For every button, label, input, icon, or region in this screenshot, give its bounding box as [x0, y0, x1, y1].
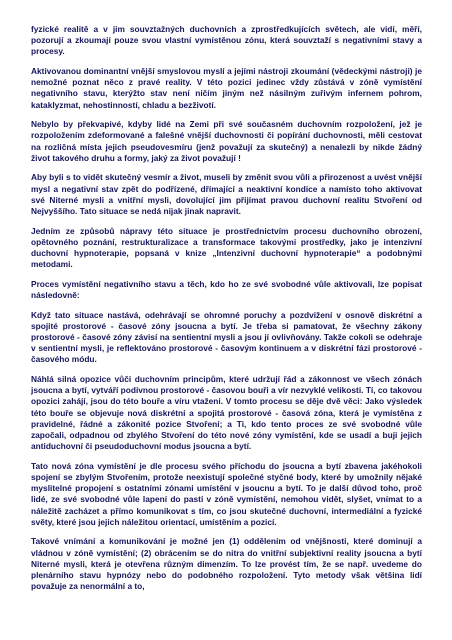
- paragraph-3: Nebylo by překvapivé, kdyby lidé na Zemi při své současném duchovním rozpoložení, jež je rozpoložením zdeformované a falešné vnější duchovnosti či popírání duchovnosti, měli cestovat na rozličná místa jejich pseudovesmíru (jenž považují za skutečný) a nenalezli by nikde žádný život takového druhu a formy, jaký za život považují !: [31, 119, 422, 163]
- paragraph-4: Aby byli s to vidět skutečný vesmír a život, museli by změnit svou vůli a přirozenost a uvést vnější mysl a negativní stav zpět do podřízené, dřímající a neaktivní kondice a namísto toho aktivovat své Niterné mysli a vnitřní mysli, dovolující jim přijímat pravou duchovní realitu Stvoření od Nejvyššího. Tato situace se nedá nijak jinak napravit.: [31, 172, 422, 217]
- paragraph-9: Tato nová zóna vymístění je dle procesu svého příchodu do jsoucna a bytí zbavena jakéhokoli spojení se zbylým Stvořením, protože neexistují společné styčné body, které by umožnily nějaké myslitelné propojení s ostatními zónami umístění v jsoucnu a bytí. To je další důvod toho, proč lidé, ze své svobodné vůle lapení do pasti v zóně vymístění, nemohou vidět, slyšet, vnímat to a náležitě zacházet a přímo komunikovat s tím, co jsou skutečné duchovní, intermediální a fyzické světy, které jsou jejich náležitou orientací, umístěním a pozicí.: [31, 460, 422, 527]
- paragraph-7: Když tato situace nastává, odehrávají se ohromné poruchy a pozdvižení v osnově diskrétní a spojité prostorové - časové zóny jsoucna a bytí. Je třeba si pamatovat, že všechny zákony prostorové - časové zóny závisí na sentientní mysli a jsou jí ovlivňovány. Takže cokoli se odehraje v sentientní mysli, je reflektováno prostorové - časovým kontinuem a v diskrétní fázi prostorové - časového módu.: [31, 309, 422, 365]
- paragraph-1: fyzické realitě a v jim souvztažných duchovních a zprostředkujících světech, ale vidí, měří, pozorují a zkoumají pouze svou vlastní vymístěnou zónu, která souvztaží s negativními stavy a procesy.: [31, 24, 422, 57]
- paragraph-10: Takové vnímání a komunikování je možné jen (1) oddělením od vnějšnosti, které dominují a vládnou v zóně vymístění; (2) obrácením se do nitra do vnitřní subjektivní reality jsoucna a bytí Niterné mysli, která je otevřena různým dimenzím. To lze provést tím, že se např. uvedeme do plenárního stavu hypnózy nebo do podobného rozpoložení. Tyto metody však většina lidí považuje za nenormální a to,: [31, 536, 422, 592]
- paragraph-5: Jedním ze způsobů nápravy této situace je prostřednictvím procesu duchovního obrození, opětovného poznání, restrukturalizace a transformace takovými prostředky, jako je intenzivní duchovní hypnoterapie, popsaná v knize „Intenzivní duchovní hypnoterapie“ a podobnými metodami.: [31, 225, 422, 270]
- paragraph-2: Aktivovanou dominantní vnější smyslovou myslí a jejími nástroji zkoumání (vědeckými nástroji) je nemožné poznat něco z pravé reality. V této pozici jedinec vždy zůstává v zóně vymístění negativního stavu, kterýžto stav není ničím jiným než násilným zuřivým infernem pohrom, kataklyzmat, nehostinností, chladu a bezživotí.: [31, 66, 422, 110]
- paragraph-6: Proces vymístění negativního stavu a těch, kdo ho ze své svobodné vůle aktivovali, lze popisat následovně:: [31, 278, 422, 301]
- paragraph-8: Náhlá silná opozice vůči duchovním principům, které udržují řád a zákonnost ve všech zónách jsoucna a bytí, vytváří podivnou prostorové - časovou bouři a vír nezvyklé velikosti. Tí, co takovou opozici zahájí, jsou do této bouře a víru vtaženi. V tomto procesu se děje dvě věci: Jako výsledek této bouře se objevuje nová diskrétní a spojitá prostorové - časová zóna, která je vymístěna z pravidelné, řádné a zákonité pozice Stvoření; a Ti, kdo tento proces ze své svobodné vůle započali, odpadnou od zbylého Stvoření do této nové zóny vymístění, kde se usadí a buji jejich antiduchovní či pseudoduchovní modus jsoucna a bytí.: [31, 374, 422, 452]
